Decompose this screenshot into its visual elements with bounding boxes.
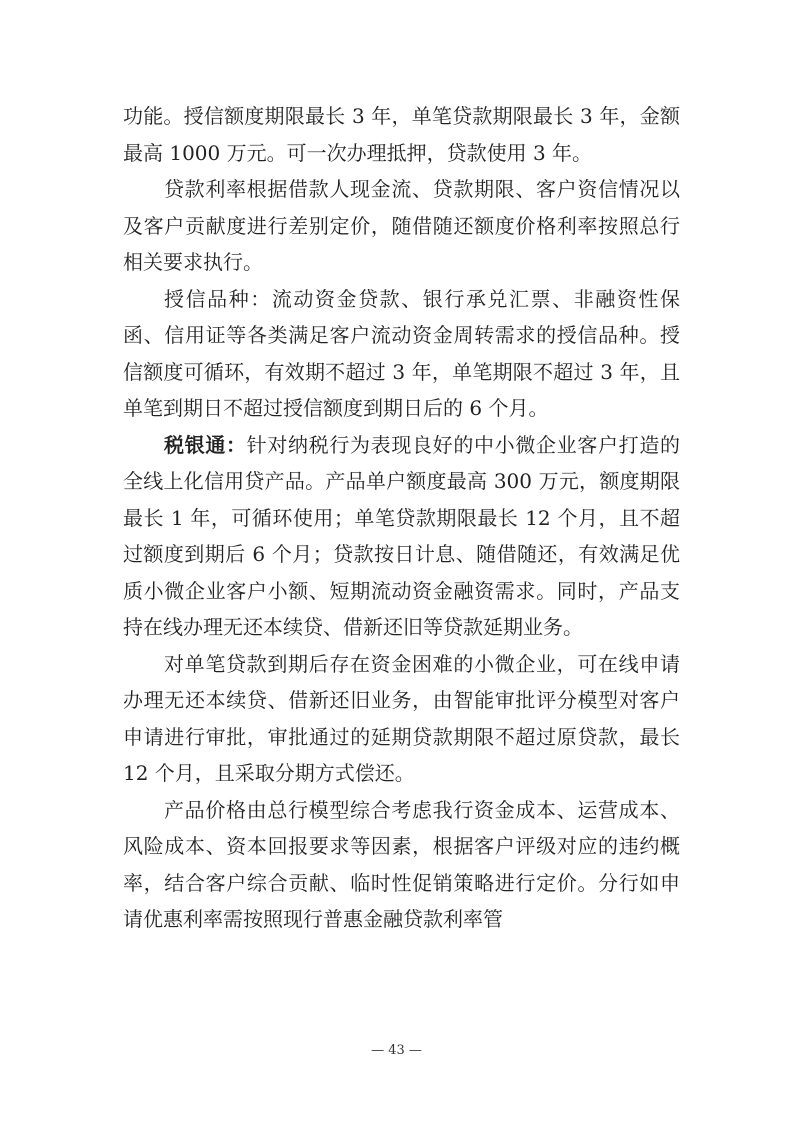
paragraph-loan-rate: 贷款利率根据借款人现金流、贷款期限、客户资信情况以及客户贡献度进行差别定价，随借随还额度价格利率按照总行相关要求执行。 <box>123 177 680 274</box>
paragraph-shuiyintong <box>123 427 680 646</box>
product-term-label: 税银通： <box>164 432 247 457</box>
paragraph-renewal: 对单笔贷款到期后存在资金困难的小微企业，可在线申请办理无还本续贷、借新还旧业务，由智能审批评分模型对客户申请进行审批，审批通过的延期贷款期限不超过原贷款，最长 12 个月，且采取分期方式偿还。 <box>123 651 680 785</box>
page-number: — 43 — <box>371 1043 422 1058</box>
paragraph-credit-types: 授信品种：流动资金贷款、银行承兑汇票、非融资性保函、信用证等各类满足客户流动资金周转需求的授信品种。授信额度可循环，有效期不超过 3 年，单笔期限不超过 3 年，且单笔到期日不超过授信额度到期日后的 6 个月。 <box>123 286 680 420</box>
paragraph-pricing: 产品价格由总行模型综合考虑我行资金成本、运营成本、风险成本、资本回报要求等因素，根据客户评级对应的违约概率，结合客户综合贡献、临时性促销策略进行定价。分行如申请优惠利率需按照现行普惠金融贷款利率管 <box>123 797 680 931</box>
paragraph-shuiyintong-text: 针对纳税行为表现良好的中小微企业客户打造的全线上化信用贷产品。产品单户额度最高 300 万元，额度期限最长 1 年，可循环使用；单笔贷款期限最长 12 个月，且不超过额度到期后 6 个月；贷款按日计息、随借随还，有效满足优质小微企业客户小额、短期流动资金融资需求。同时，产品支持在线办理无还本续贷、借新还旧等贷款延期业务。 <box>123 432 681 639</box>
body-text <box>123 98 680 938</box>
paragraph-continuation: 功能。授信额度期限最长 3 年，单笔贷款期限最长 3 年，金额最高 1000 万元。可一次办理抵押，贷款使用 3 年。 <box>123 104 680 165</box>
